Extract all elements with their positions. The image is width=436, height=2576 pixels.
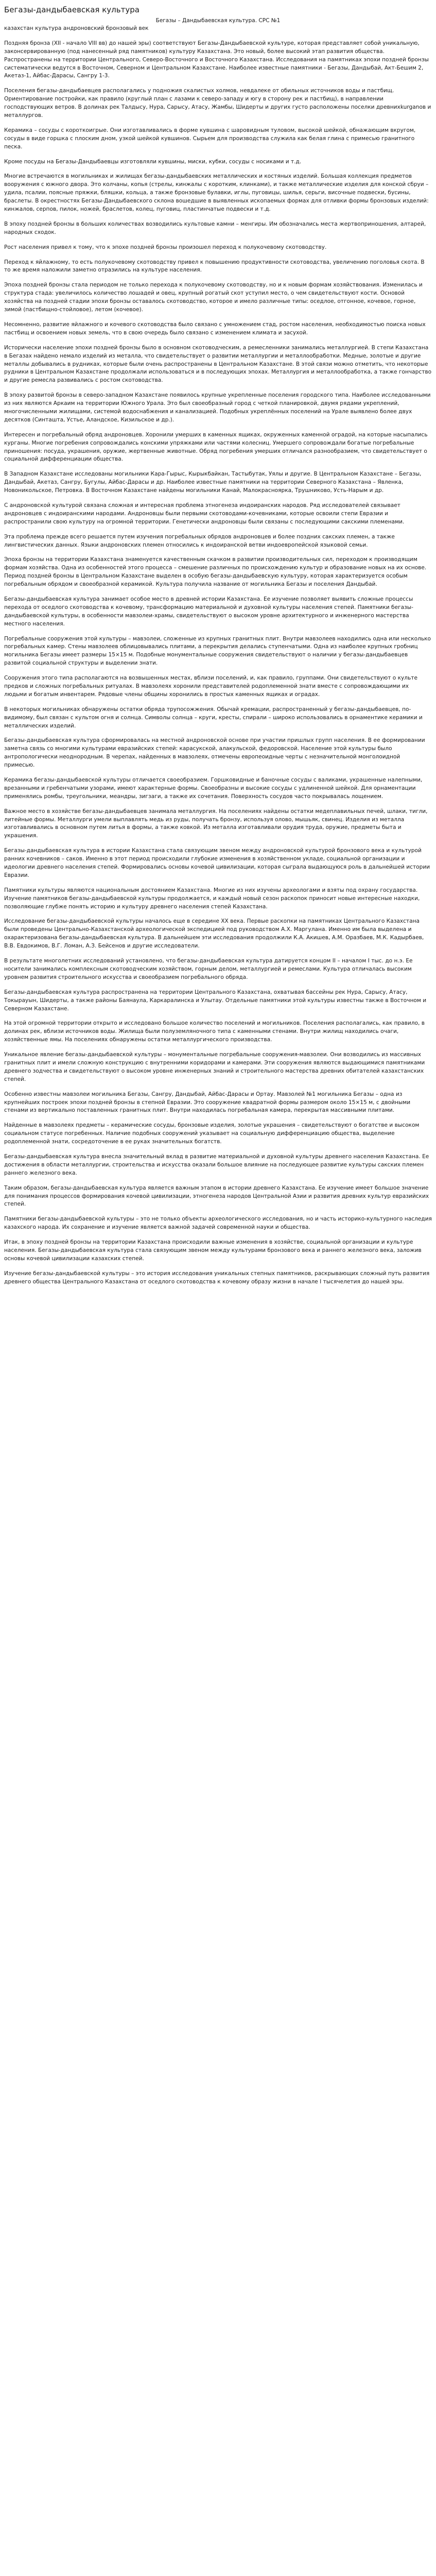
document-body bbox=[4, 25, 432, 1286]
body-paragraph: Погребальные сооружения этой культуры – мавзолеи, сложенные из крупных гранитных плит. Внутри мавзолеев находились одна или несколько погребальных камер. Стены мавзолеев облицовывались плитами, а перекрытия делались ступенчатыми. Одна из наиболее крупных гробниц могильника Бегазы имеет размеры 15×15 м. Подобные монументальные сооружения свидетельствуют о наличии у бегазы-дандыбаевцев развитой социальной структуры и выделении знати. bbox=[4, 635, 431, 667]
body-paragraph: Эпоха поздней бронзы стала периодом не только перехода к полукочевому скотоводству, но и к новым формам хозяйствования. Изменилась и структура стада: увеличилось количество лошадей и овец, крупный рогатый скот уступил место, о чем свидетельствуют кости. Основой хозяйства на поздней стадии эпохи бронзы оставалось скотоводство, которое и имело различные типы: оседлое, отгонное, кочевое, горное, зимой (пастбищно-стойловое), летом (кочевое). bbox=[4, 282, 423, 313]
body-paragraph: Особенно известны мавзолеи могильника Бегазы, Сангру, Дандыбай, Айбас-Дарасы и Ортау. Мавзолей №1 могильника Бегазы – одна из крупнейших построек эпохи поздней бронзы в степной Евразии. Это сооружение квадратной формы размером около 15×15 м, с двойными стенами из вертикально поставленных гранитных плит. Внутри находилась погребальная камера, перекрытая массивными плитами. bbox=[4, 1091, 411, 1114]
document-title: Бегазы-дандыбаевская культура bbox=[4, 5, 139, 14]
body-paragraph: Бегазы-дандыбаевская культура сформировалась на местной андроновской основе при участии пришлых групп населения. В ее формировании заметна связь со многими культурами евразийских степей: карасукской, алакульской, федоровской. Население этой культуры было антропологически неоднородным. В черепах, найденных в мавзолеях, отмечены европеоидные черты с незначительной монголоидной примесью. bbox=[4, 737, 425, 769]
body-paragraph: Итак, в эпоху поздней бронзы на территории Казахстана происходили важные изменения в хозяйстве, социальной организации и культуре населения. Бегазы-дандыбаевская культура стала связующим звеном между культурами бронзового века и раннего железного века, заложив основы кочевой цивилизации казахских степей. bbox=[4, 1239, 422, 1262]
body-paragraph: Бегазы-дандыбаевская культура распространена на территории Центрального Казахстана, охватывая бассейны рек Нура, Сарысу, Атасу, Токырауын, Шидерты, а также районы Баянаула, Каркаралинска и Улытау. Отдельные памятники этой культуры известны также в Восточном и Северном Казахстане. bbox=[4, 989, 427, 1012]
body-paragraph: В некоторых могильниках обнаружены остатки обряда трупосожжения. Обычай кремации, распространенный у бегазы-дандыбаевцев, по-видимому, был связан с культом огня и солнца. Символы солнца – круги, кресты, спирали – широко использовались в орнаментике керамики и металлических изделий. bbox=[4, 706, 423, 729]
body-paragraph: Бегазы-дандыбаевская культура внесла значительный вклад в развитие материальной и духовной культуры древнего населения Казахстана. Ее достижения в области металлургии, строительства и искусства оказали большое влияние на последующее развитие культуры сакских племен раннего железного века. bbox=[4, 1153, 429, 1176]
body-paragraph: Поселения бегазы-дандыбаевцев располагались у подножия скалистых холмов, невдалеке от обильных источников воды и пастбищ. Ориентирование постройки, как правило (круглый план с лазами к северо-западу и югу в сторону рек и пастбищ), в направлении господствующих ветров. В долинах рек Талдысу, Нура, Сарысу, Атасу, Жамбы, Шидерты и других густо расположены поселки древнихkurganов и металлургов. bbox=[4, 88, 431, 119]
body-paragraph: Исследование бегазы-дандыбаевской культуры началось еще в середине XX века. Первые раскопки на памятниках Центрального Казахстана были проведены Центрально-Казахстанской археологической экспедицией под руководством А.Х. Маргулана. Именно им была выделена и охарактеризована бегазы-дандыбаевская культура. В дальнейшем эти исследования продолжили К.А. Акишев, А.М. Оразбаев, М.К. Кадырбаев, В.В. Евдокимов, В.Г. Ломан, А.З. Бейсенов и другие исследователи. bbox=[4, 918, 424, 950]
body-paragraph: С андроновской культурой связана сложная и интересная проблема этногенеза индоиранских народов. Ряд исследователей связывает андроновцев с индоиранскими народами. Андроновцы были первыми скотоводами-кочевниками, которые освоили степи Евразии и распространили свою культуру на огромной территории. Генетически андроновцы были связаны с последующими сакскими племенами. bbox=[4, 502, 405, 525]
body-paragraph: Эта проблема прежде всего решается путем изучения погребальных обрядов андроновцев и более поздних сакских племен, а также лингвистических данных. Языки андроновских племен относились к индоиранской ветви индоевропейской языковой семьи. bbox=[4, 533, 395, 548]
body-paragraph: Бегазы-дандыбаевская культура в истории Казахстана стала связующим звеном между андроновской культурой бронзового века и культурой ранних кочевников – саков. Именно в этот период происходили глубокие изменения в хозяйственном укладе, социальной организации и идеологии древнего населения степей. Формировались основы кочевой цивилизации, которая сыграла выдающуюся роль в дальнейшей истории Евразии. bbox=[4, 848, 430, 878]
body-paragraph: Рост населения привел к тому, что к эпохе поздней бронзы произошел переход к полукочевому скотоводству. bbox=[4, 244, 327, 250]
body-paragraph: В Западном Казахстане исследованы могильники Кара-Гырыс, Кырыкбайкан, Тастыбутак, Уялы и другие. В Центральном Казахстане – Бегазы, Дандыбай, Акетаз, Сангру, Бугулы, Айбас-Дарасы и др. Наиболее известные памятники на территории Северного Казахстана – Явленка, Новоникольское, Петровка. В Восточном Казахстане найдены могильники Канай, Малокрасноярка, Трушниково, Усть-Нарым и др. bbox=[4, 471, 422, 494]
body-paragraph: Многие встречаются в могильниках и жилищах бегазы-дандыбаевских металлических и костяных изделий. Большая коллекция предметов вооружения с южного двора. Это колчаны, копья (стрелы, кинжалы с коротким, клинками), и также металлические изделия для конской сбруи – удила, псалии, поясные пряжки, бляшки, кольца, а также бронзовые булавки, иглы, пуговицы, шилья, серьги, височные подвески, бусины, браслеты. В окрестностях Бегазы-Дандыбаевского склона вошедшие в выявленных ископаемых формах для отливки формы бронзовых изделий: кинжалов, серпов, пилок, ножей, браслетов, колец, пуговиц, пластинчатые подвески и т.д. bbox=[4, 173, 429, 213]
body-paragraph: Керамика – сосуды с короткоигрые. Они изготавливались в форме кувшина с шаровидным туловом, высокой шейкой, обнажающим вкругом, сосуды в виде горшка с плоским дном, узкой шейкой кувшинов. Сырьем для производства служила как белая глина с примесью гранитного песка. bbox=[4, 127, 416, 150]
body-paragraph: Таким образом, бегазы-дандыбаевская культура является важным этапом в истории древнего Казахстана. Ее изучение имеет большое значение для понимания процессов формирования кочевой цивилизации, этногенеза народов Центральной Азии и развития древних культур евразийских степей. bbox=[4, 1184, 429, 1208]
body-paragraph: В эпоху поздней бронзы в больших количествах возводились культовые камни – менгиры. Им обозначались места жертвоприношения, алтарей, народных сходок. bbox=[4, 221, 426, 235]
body-paragraph: Кроме посуды на Бегазы-Дандыбаевцы изготовляли кувшины, миски, кубки, сосуды с носиками и т.д. bbox=[4, 158, 302, 165]
body-paragraph: Уникальное явление бегазы-дандыбаевской культуры – монументальные погребальные сооружения-мавзолеи. Они возводились из массивных гранитных плит и имели сложную конструкцию с внутренними коридорами и камерами. Эти сооружения являются выдающимися памятниками древнего зодчества и свидетельствуют о высоком уровне инженерных знаний и строительного мастерства древних обитателей казахстанских степей. bbox=[4, 1052, 425, 1082]
body-paragraph: Памятники бегазы-дандыбаевской культуры – это не только объекты археологического исследования, но и часть историко-культурного наследия казахского народа. Их сохранение и изучение является важной задачей современной науки и общества. bbox=[4, 1216, 432, 1231]
body-paragraph: В результате многолетних исследований установлено, что бегазы-дандыбаевская культура датируется концом II – началом I тыс. до н.э. Ее носители занимались комплексным скотоводческим хозяйством, горным делом, металлургией и ремеслами. Культура отличалась высоким уровнем развития строительного искусства и своеобразием погребального обряда. bbox=[4, 958, 413, 980]
body-paragraph: Эпоха бронзы на территории Казахстана знаменуется качественным скачком в развитии производительных сил, переходом к производящим формам хозяйства. Одна из особенностей этого процесса – смешение различных по происхождению культур и образование новых на их основе. Период поздней бронзы в Центральном Казахстане выделен в особую бегазы-дандыбаевскую культуру, которая характеризуется особым погребальным обрядом и своеобразной керамикой. Культура получила название от могильника Бегазы и поселения Дандыбай. bbox=[4, 556, 427, 588]
body-paragraph: Поздняя бронза (XII - начало VIII вв) до нашей эры) соответствуют Бегазы-Дандыбаевской культуре, которая представляет собой уникальную, законсервированную (под нанесенный ряд памятников) культуру Казахстана. Это новый, более высокий этап развития общества. Распространены на территории Центрального, Северо-Восточного и Восточного Казахстана. Исследования на памятниках эпохи поздней бронзы систематически ведутся в Восточном, Северном и Центральном Казахстане. Наиболее известные памятники - Бегазы, Дандыбай, Акт-Бешим 2, Акетаз-1, Айбас-Дарасы, Сангру 1-3. bbox=[4, 40, 429, 79]
body-paragraph: Бегазы-дандыбаевская культура занимает особое место в древней истории Казахстана. Ее изучение позволяет выявить сложные процессы перехода от оседлого скотоводства к кочевому, трансформацию материальной и духовной культуры населения степей. Памятники бегазы-дандыбаевской культуры, в особенности мавзолеи-храмы, свидетельствуют о высоком уровне архитектурного и инженерного мастерства местного населения. bbox=[4, 596, 413, 627]
body-paragraph: Керамика бегазы-дандыбаевской культуры отличается своеобразием. Горшковидные и баночные сосуды с валиками, украшенные налепными, врезанными и гребенчатыми узорами, имеют характерные формы. Своеобразны и высокие сосуды с удлиненной шейкой. Для орнаментации применялись ромбы, треугольники, меандры, зигзаги, а также их сочетания. Поверхность сосудов часто покрывалась лощением. bbox=[4, 777, 423, 800]
body-paragraph: Изучение бегазы-дандыбаевской культуры – это история исследования уникальных степных памятников, раскрывающих сложный путь развития древнего общества Центрального Казахстана от оседлого скотоводства к кочевому образу жизни в начале I тысячелетия до нашей эры. bbox=[4, 1270, 430, 1285]
body-paragraph: казахстан культура андроновский бронзовый век bbox=[4, 25, 149, 31]
document-subtitle: Бегазы – Дандыбаевская культура. СРС №1 bbox=[155, 18, 281, 24]
body-paragraph: Сооружения этого типа располагаются на возвышенных местах, вблизи поселений, и, как правило, группами. Они свидетельствуют о культе предков и сложных погребальных ритуалах. В мавзолеях хоронили представителей родоплеменной знати вместе с сопровождающими их людьми и богатым инвентарем. Рядовые члены общины хоронились в простых каменных ящиках и оградах. bbox=[4, 675, 417, 698]
body-paragraph: Переход к яйлажному, то есть полукочевому скотоводству привел к повышению продуктивности скотоводства, увеличению поголовья скота. В то же время наложили заметно отразились на культуре населения. bbox=[4, 259, 425, 274]
body-paragraph: Несомненно, развитие яйлажного и кочевого скотоводства было связано с умножением стад, ростом населения, необходимостью поиска новых пастбищ и освоением новых земель, что в свою очередь было связано с изменением климата и засухой. bbox=[4, 321, 426, 336]
body-paragraph: В эпоху развитой бронзы в северо-западном Казахстане появилось крупные укрепленные поселения городского типа. Наиболее исследованными из них являются Аркаим на территории Южного Урала. Это был своеобразный город с четкой планировкой, двумя рядами укреплений, многочисленными жилищами, системой водоснабжения и канализацией. Подобных укреплённых поселений на Урале выявлено более двух десятков (Синташта, Устье, Аландское, Кизильское и др.). bbox=[4, 392, 431, 423]
body-paragraph: На этой огромной территории открыто и исследовано большое количество поселений и могильников. Поселения располагались, как правило, в долинах рек, вблизи источников воды. Жилища были полуземляночного типа с каменными стенами. Внутри жилищ находились очаги, хозяйственные ямы. На поселениях обнаружены остатки металлургического производства. bbox=[4, 1020, 425, 1043]
body-paragraph: Исторически население эпохи поздней бронзы было в основном скотоводческим, а ремесленники занимались металлургией. В степи Казахстана в Бегазах найдено немало изделий из металла, что свидетельствует о развитии металлургии и металлообработки. Медные, золотые и другие металлы добывались в рудниках, которые были очень распространены в Центральном Казахстане. В этой связи можно отметить, что некоторые рудники в Центральном Казахстане продолжали использоваться и в последующих эпохах. Металлургия и металлообработка, а также гончарство и другие ремесла развивались с ростом скотоводства. bbox=[4, 344, 432, 384]
body-paragraph: Памятники культуры являются национальным достоянием Казахстана. Многие из них изучены археологами и взяты под охрану государства. Изучение памятников бегазы-дандыбаевской культуры продолжается, и каждый новый сезон раскопок приносит новые интересные находки, позволяющие глубже понять историю и культуру древнего населения степей Казахстана. bbox=[4, 887, 420, 910]
body-paragraph: Найденные в мавзолеях предметы – керамические сосуды, бронзовые изделия, золотые украшения – свидетельствуют о богатстве и высоком социальном статусе погребенных. Наличие подобных сооружений указывает на социальную дифференциацию общества, выделение родоплеменной знати, сосредоточение в ее руках значительных богатств. bbox=[4, 1122, 420, 1145]
body-paragraph: Интересен и погребальный обряд андроновцев. Хоронили умерших в каменных ящиках, окруженных каменной оградой, на которые насыпались курганы. Многие погребения сопровождались конскими упряжками или частями колесниц. Умершего сопровождали богатые погребальные приношения: посуда, украшения, оружие, жертвенные животные. Обряд погребения умерших отличался разнообразием, что свидетельствует о социальной дифференциации общества. bbox=[4, 431, 428, 463]
body-paragraph: Важное место в хозяйстве бегазы-дандыбаевцев занимала металлургия. На поселениях найдены остатки медеплавильных печей, шлаки, тигли, литейные формы. Металлурги умели выплавлять медь из руды, получать бронзу, используя олово, мышьяк, свинец. Изделия из металла изготавливались в основном путем литья в формы, а также ковкой. Из металла изготавливали орудия труда, оружие, предметы быта и украшения. bbox=[4, 808, 428, 839]
